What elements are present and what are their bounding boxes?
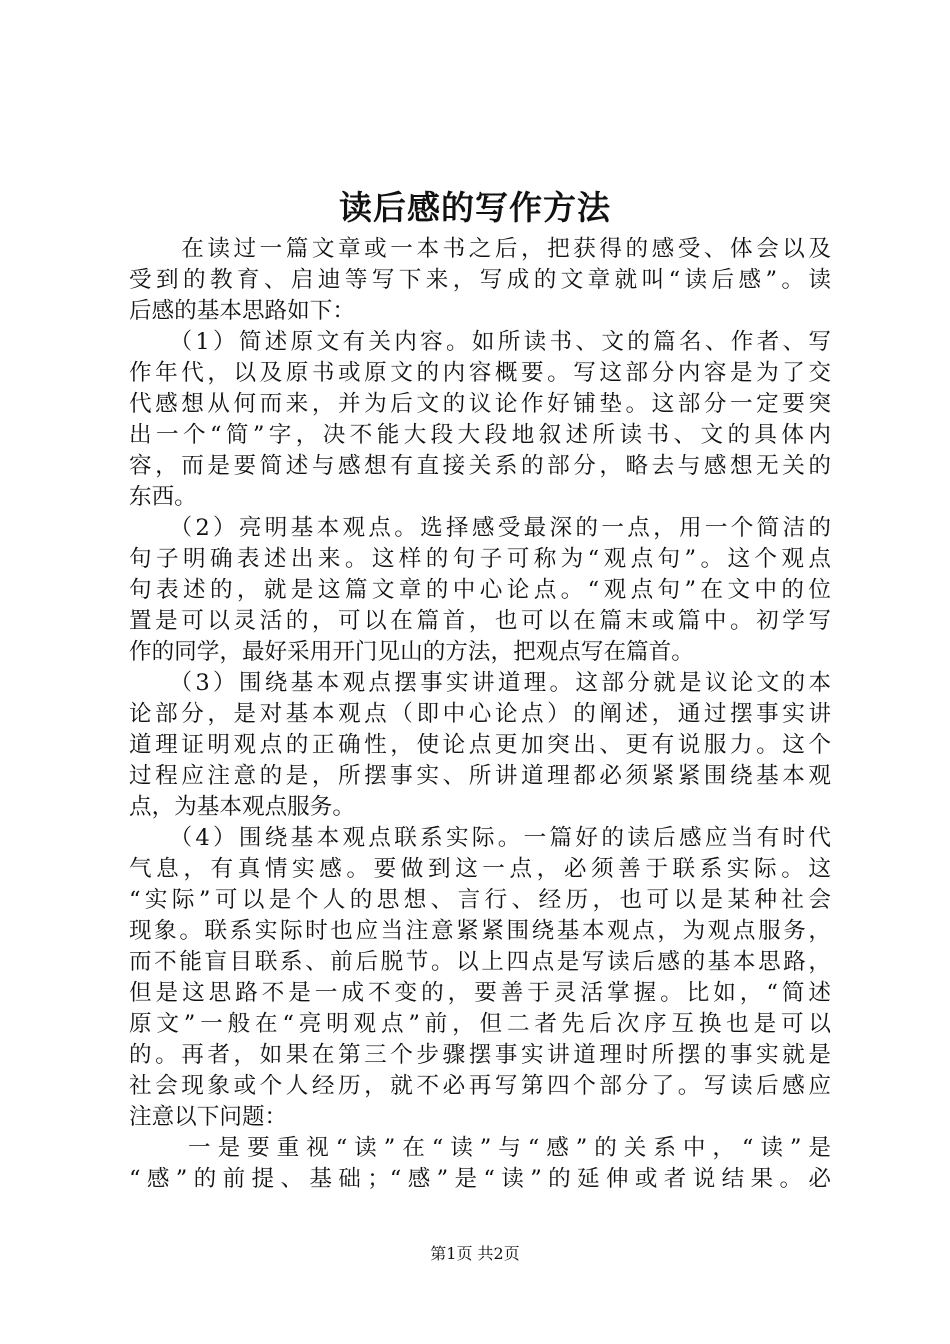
text-line: 道理证明观点的正确性，使论点更加突出、更有说服力。这个 (129, 732, 831, 758)
text-line: （4）围绕基本观点联系实际。一篇好的读后感应当有时代 (129, 825, 831, 851)
text-line: “实际”可以是个人的思想、言行、经历，也可以是某种社会 (129, 887, 831, 913)
text-line: 受到的教育、启迪等写下来，写成的文章就叫“读后感”。读 (129, 267, 831, 293)
text-line: 的。再者，如果在第三个步骤摆事实讲道理时所摆的事实就是 (129, 1042, 831, 1068)
text-line: （2）亮明基本观点。选择感受最深的一点，用一个简洁的 (129, 515, 831, 541)
text-line: 社会现象或个人经历，就不必再写第四个部分了。写读后感应 (129, 1073, 831, 1099)
document-body (129, 234, 831, 1195)
text-line: 出一个“简”字，决不能大段大段地叙述所读书、文的具体内 (129, 422, 831, 448)
text-line: （1）简述原文有关内容。如所读书、文的篇名、作者、写 (129, 329, 831, 355)
text-line: 现象。联系实际时也应当注意紧紧围绕基本观点，为观点服务， (129, 918, 831, 944)
page-footer: 第1页 共2页 (430, 1244, 520, 1263)
text-line: 后感的基本思路如下： (129, 298, 355, 324)
text-line: 而不能盲目联系、前后脱节。以上四点是写读后感的基本思路， (129, 949, 831, 975)
text-line: 论部分，是对基本观点（即中心论点）的阐述，通过摆事实讲 (129, 701, 831, 727)
document-title: 读后感的写作方法 (339, 188, 611, 227)
text-line: 置是可以灵活的，可以在篇首，也可以在篇末或篇中。初学写 (129, 608, 831, 634)
text-line: 过程应注意的是，所摆事实、所讲道理都必须紧紧围绕基本观 (129, 763, 831, 789)
text-line: 点，为基本观点服务。 (129, 794, 355, 820)
text-line: 作年代，以及原书或原文的内容概要。写这部分内容是为了交 (129, 360, 831, 386)
text-line: 一是要重视“读”在“读”与“感”的关系中，“读”是 (129, 1135, 831, 1161)
text-line: “感”的前提、基础；“感”是“读”的延伸或者说结果。必 (129, 1166, 831, 1192)
text-line: 句子明确表述出来。这样的句子可称为“观点句”。这个观点 (129, 546, 831, 572)
text-line: 作的同学，最好采用开门见山的方法，把观点写在篇首。 (129, 639, 694, 665)
text-line: 注意以下问题： (129, 1104, 288, 1130)
text-line: （3）围绕基本观点摆事实讲道理。这部分就是议论文的本 (129, 670, 831, 696)
text-line: 句表述的，就是这篇文章的中心论点。“观点句”在文中的位 (129, 577, 831, 603)
text-line: 在读过一篇文章或一本书之后，把获得的感受、体会以及 (129, 236, 831, 262)
text-line: 气息，有真情实感。要做到这一点，必须善于联系实际。这 (129, 856, 831, 882)
text-line: 代感想从何而来，并为后文的议论作好铺垫。这部分一定要突 (129, 391, 831, 417)
text-line: 东西。 (129, 484, 197, 510)
text-line: 容，而是要简述与感想有直接关系的部分，略去与感想无关的 (129, 453, 831, 479)
text-line: 但是这思路不是一成不变的，要善于灵活掌握。比如，“简述 (129, 980, 831, 1006)
text-line: 原文”一般在“亮明观点”前，但二者先后次序互换也是可以 (129, 1011, 831, 1037)
